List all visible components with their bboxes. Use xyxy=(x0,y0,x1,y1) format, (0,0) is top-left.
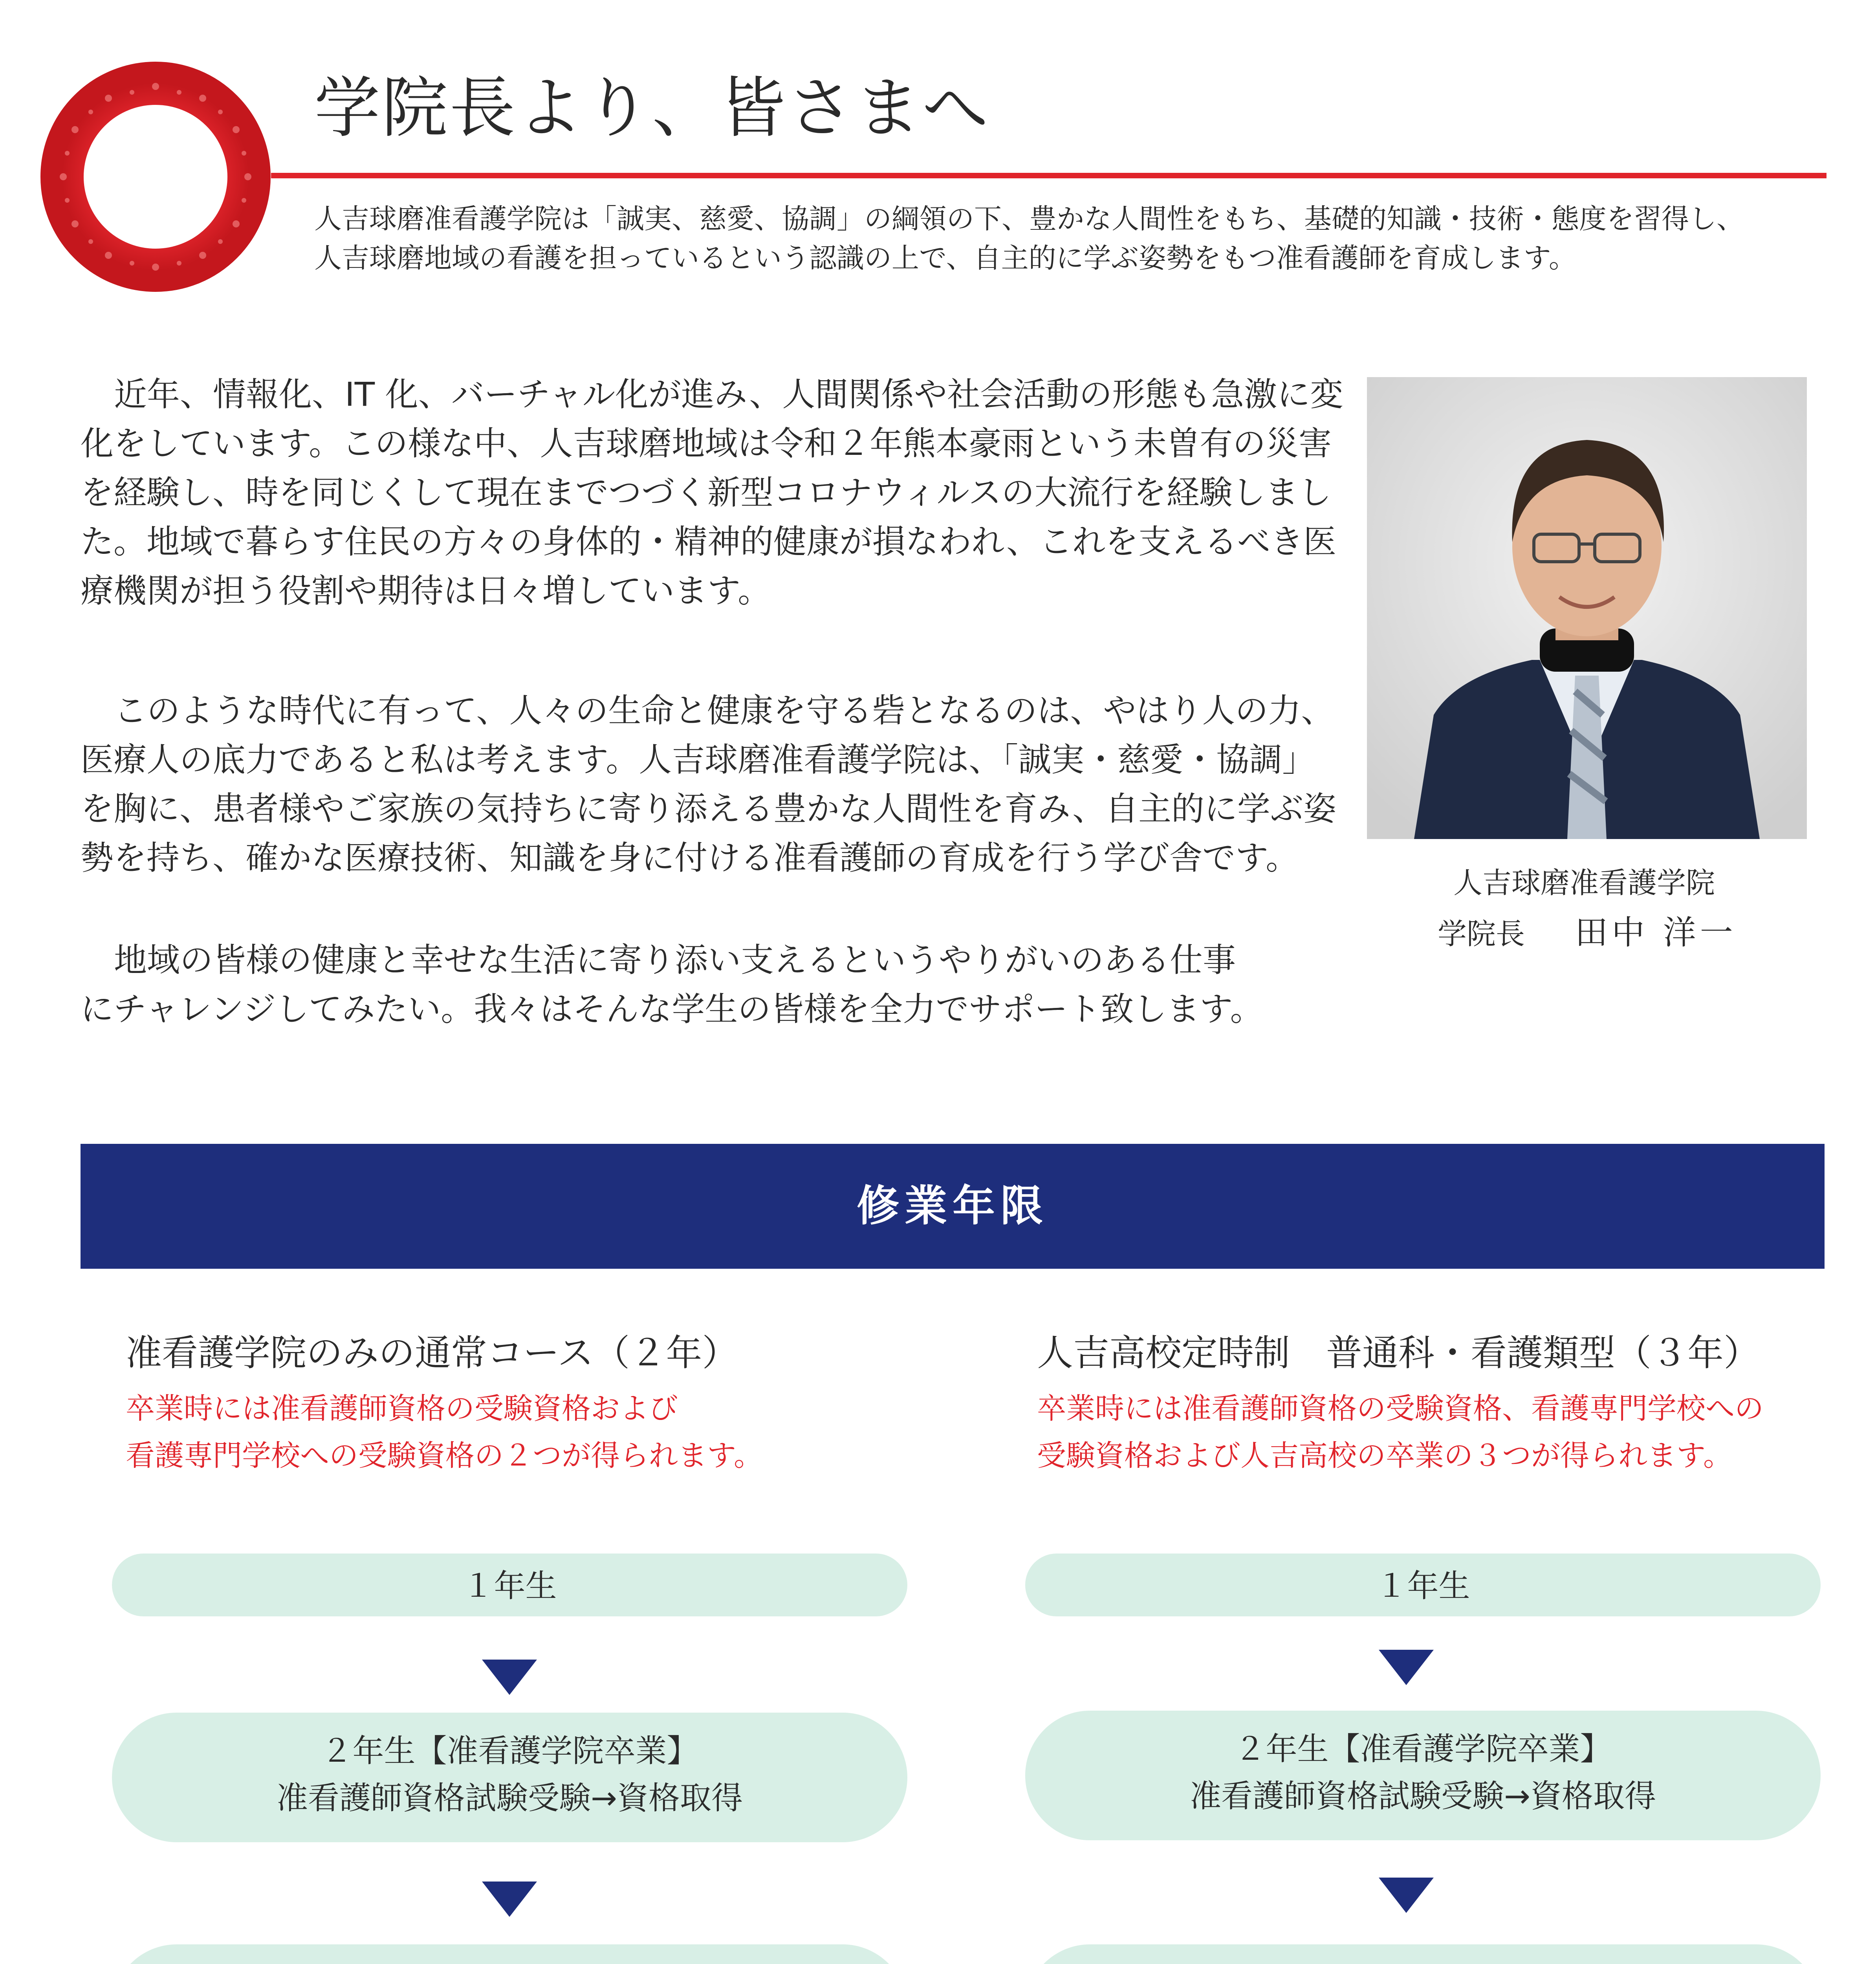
message-line: 勢を持ち、確かな医療技術、知識を身に付ける准看護師の育成を行う学び舎です。 xyxy=(81,839,1299,877)
portrait-caption-school: 人吉球磨准看護学院 xyxy=(1453,866,1715,900)
title-underline xyxy=(271,173,1827,178)
left-step-2-label: ２年生【准看護学院卒業】 xyxy=(321,1733,698,1769)
left-course-note: 卒業時には准看護師資格の受験資格および xyxy=(126,1392,678,1425)
principal-role: 学院長 xyxy=(1438,917,1525,951)
decorative-ring-icon xyxy=(38,59,273,295)
right-course-title: 人吉高校定時制 普通科・看護類型（３年） xyxy=(1037,1332,1760,1374)
right-course-note: 卒業時には准看護師資格の受験資格、看護専門学校への xyxy=(1037,1392,1764,1425)
down-arrow-icon xyxy=(1379,1650,1434,1685)
intro-line: 人吉球磨地域の看護を担っているという認識の上で、自主的に学ぶ姿勢をもつ准看護師を育成します。 xyxy=(314,242,1576,274)
right-step-2-label: ２年生【准看護学院卒業】 xyxy=(1234,1731,1612,1767)
message-line: にチャレンジしてみたい。我々はそんな学生の皆様を全力でサポート致します。 xyxy=(81,990,1263,1028)
left-step-3-label xyxy=(157,1960,848,1964)
left-course-title: 准看護学院のみの通常コース（２年） xyxy=(126,1332,738,1374)
right-course-note: 受験資格および人吉高校の卒業の３つが得られます。 xyxy=(1037,1439,1733,1473)
down-arrow-icon xyxy=(482,1660,537,1695)
message-line: 化をしています。この様な中、人吉球磨地域は令和２年熊本豪雨という未曽有の災害 xyxy=(81,424,1332,463)
message-line: た。地域で暮らす住民の方々の身体的・精神的健康が損なわれ、これを支えるべき医 xyxy=(81,522,1337,561)
portrait-caption-name xyxy=(1438,911,1737,954)
message-line: を胸に、患者様やご家族の気持ちに寄り添える豊かな人間性を育み、自主的に学ぶ姿 xyxy=(81,790,1337,828)
left-step-1-label: １年生 xyxy=(462,1568,557,1604)
message-line: 地域の皆様の健康と幸せな生活に寄り添い支えるというやりがいのある仕事 xyxy=(114,941,1236,979)
principal-portrait xyxy=(1367,377,1807,839)
page-title: 学院長より、皆さまへ xyxy=(314,70,990,147)
message-line: このような時代に有って、人々の生命と健康を守る砦となるのは、やはり人の力、 xyxy=(114,691,1334,730)
principal-name: 田中 洋一 xyxy=(1575,913,1737,952)
message-line: 医療人の底力であると私は考えます。人吉球磨准看護学院は、「誠実・慈愛・協調」 xyxy=(81,740,1315,779)
down-arrow-icon xyxy=(482,1882,537,1917)
left-step-2-label: 准看護師資格試験受験→資格取得 xyxy=(276,1780,743,1816)
right-step-1-label: １年生 xyxy=(1376,1568,1470,1604)
message-line: 療機関が担う役割や期待は日々増しています。 xyxy=(81,572,771,610)
right-step-2-label: 准看護師資格試験受験→資格取得 xyxy=(1189,1778,1656,1814)
section-title: 修業年限 xyxy=(856,1182,1048,1231)
down-arrow-icon xyxy=(1379,1878,1434,1913)
message-line: 近年、情報化、IT 化、バーチャル化が進み、人間関係や社会活動の形態も急激に変 xyxy=(114,375,1343,414)
message-line: を経験し、時を同じくして現在までつづく新型コロナウィルスの大流行を経験しまし xyxy=(81,473,1332,512)
intro-line: 人吉球磨准看護学院は「誠実、慈愛、協調」の綱領の下、豊かな人間性をもち、基礎的知識・技術・態度を習得し、 xyxy=(314,203,1744,235)
left-course-note: 看護専門学校への受験資格の２つが得られます。 xyxy=(126,1439,763,1473)
right-step-3-label xyxy=(1025,1960,1821,1964)
